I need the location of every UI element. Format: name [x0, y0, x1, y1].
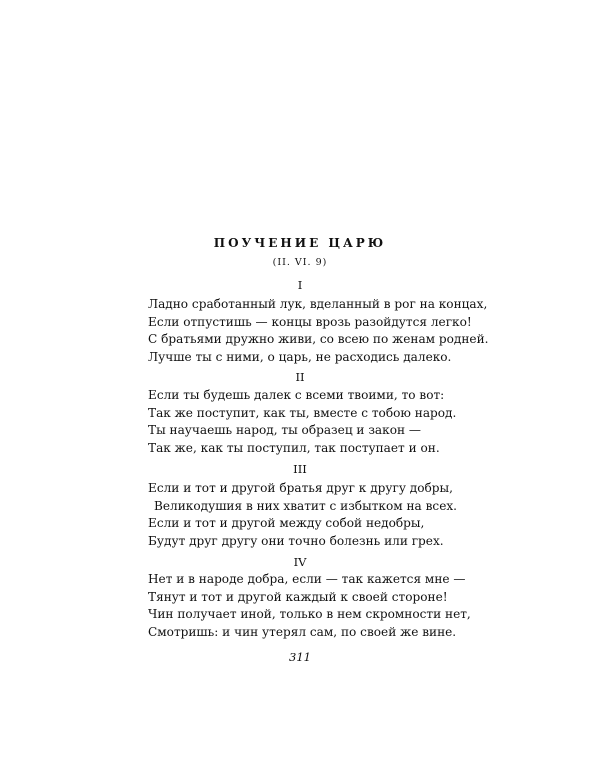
verse-line: Так же поступит, как ты, вместе с тобою народ.: [148, 405, 457, 420]
verse-line: Великодушия в них хватит с избытком на всех.: [154, 498, 458, 513]
verse-line: Ладно сработанный лук, вделанный в рог на концах,: [148, 297, 488, 311]
page-number: 311: [289, 650, 311, 664]
verse-line: Если ты будешь далек с всеми твоими, то вот:: [148, 388, 445, 402]
section-number-4: IV: [293, 555, 307, 569]
verse-line: Если отпустишь — концы врозь разойдутся легко!: [148, 314, 472, 329]
verse-line: Если и тот и другой братья друг к другу добры,: [148, 481, 454, 495]
poem-title: ПОУЧЕНИЕ ЦАРЮ: [213, 236, 387, 250]
poem-source-reference: (II. VI. 9): [272, 257, 328, 268]
stanza-3: [148, 480, 468, 550]
stanza-4: [148, 571, 471, 641]
stanza-1: [148, 296, 489, 366]
verse-line: Нет и в народе добра, если — так кажется мне —: [148, 572, 466, 586]
verse-line: Так же, как ты поступил, так поступает и он.: [148, 440, 440, 455]
verse-line: Если и тот и другой между собой недобры,: [148, 516, 425, 530]
verse-line: Смотришь: и чин утерял сам, по своей же вине.: [148, 624, 457, 639]
stanza-2: [148, 387, 468, 457]
verse-line: Ты научаешь народ, ты образец и закон —: [148, 423, 421, 437]
verse-line: Будут друг другу они точно болезнь или грех.: [148, 533, 444, 548]
verse-line: Лучше ты с ними, о царь, не расходись далеко.: [148, 349, 452, 364]
verse-line: Чин получает иной, только в нем скромности нет,: [148, 607, 471, 621]
section-number-2: II: [295, 370, 305, 384]
section-number-1: I: [297, 278, 303, 292]
verse-line: С братьями дружно живи, со всею по женам родней.: [148, 332, 489, 346]
section-number-3: III: [293, 462, 307, 476]
verse-line: Тянут и тот и другой каждый к своей стороне!: [148, 589, 448, 604]
